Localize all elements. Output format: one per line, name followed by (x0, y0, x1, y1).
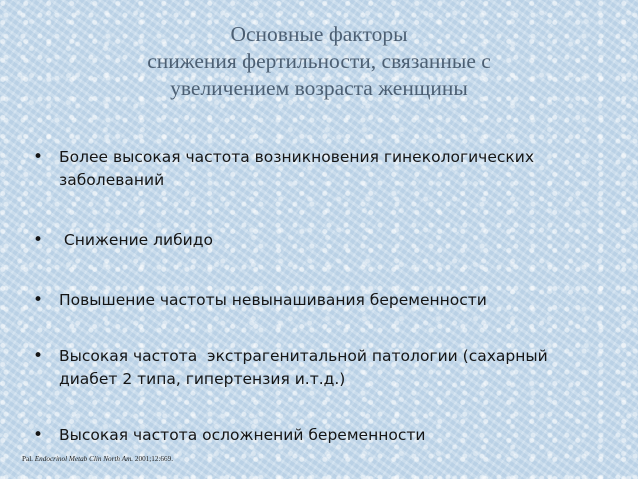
bullet-icon: • (33, 346, 44, 366)
citation-journal: Endocrinol Metab Clin North Am. (34, 455, 134, 463)
bullet-text: Снижение либидо (59, 231, 213, 249)
bullet-icon: • (33, 147, 44, 167)
slide-title (60, 21, 578, 102)
title-line-2: снижения фертильности, связанные с (147, 49, 491, 73)
bullet-icon: • (33, 290, 44, 310)
bullet-item (33, 345, 593, 391)
title-line-1: Основные факторы (230, 22, 408, 46)
bullet-item (33, 146, 593, 192)
bullet-text: Высокая частота осложнений беременности (59, 426, 426, 444)
citation-details: 2001;12:669. (134, 455, 174, 463)
bullet-text: Повышение частоты невынашивания беременности (59, 291, 487, 309)
bullet-icon: • (33, 230, 44, 250)
bullet-item (33, 424, 593, 447)
bullet-item (33, 289, 593, 312)
citation (22, 455, 173, 463)
bullet-text: Высокая частота экстрагенитальной патологии (сахарный диабет 2 типа, гипертензия и.т.д.) (59, 347, 553, 388)
bullet-item (33, 229, 593, 252)
bullet-text: Более высокая частота возникновения гинекологических заболеваний (59, 148, 534, 189)
citation-author: Pal. (22, 455, 33, 463)
bullet-icon: • (33, 425, 44, 445)
title-line-3: увеличением возраста женщины (170, 76, 468, 100)
